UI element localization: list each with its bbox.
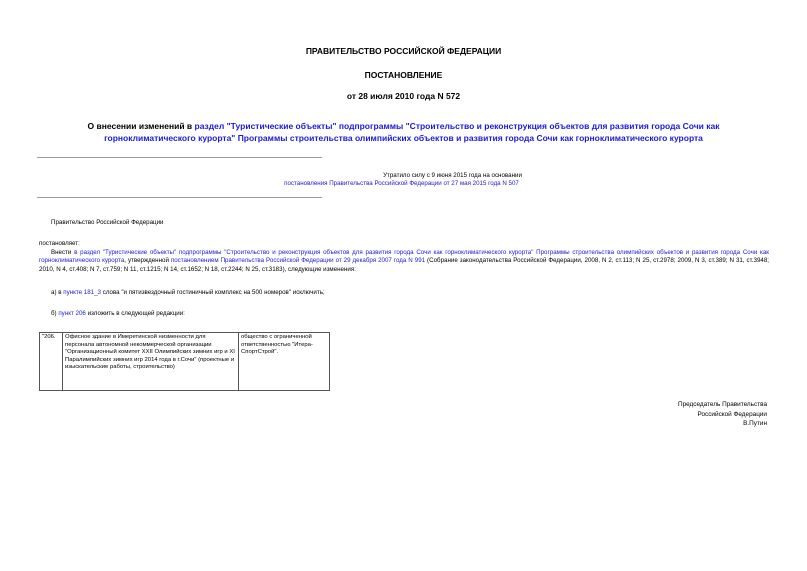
signature-role-line2: Российской Федерации — [697, 410, 767, 418]
divider-bottom — [37, 197, 322, 198]
government-heading: ПРАВИТЕЛЬСТВО РОССИЙСКОЙ ФЕДЕРАЦИИ — [305, 46, 502, 56]
decrees-text: постановляет: — [39, 240, 80, 247]
signature-role-line1: Председатель Правительства — [678, 401, 767, 408]
document-title — [60, 121, 747, 144]
amendment-paragraph — [39, 249, 769, 274]
clause-181-3-link[interactable]: пункте 181_3 — [63, 289, 102, 296]
row-number-cell: "206. — [40, 333, 63, 391]
table-row — [40, 333, 330, 391]
item-b-start: б) — [51, 310, 59, 317]
paragraph-start: Внести — [51, 249, 75, 256]
document-type-heading: ПОСТАНОВЛЕНИЕ — [364, 70, 443, 80]
item-a — [51, 289, 325, 297]
divider-top — [37, 157, 322, 158]
signature-block — [678, 400, 767, 429]
title-section-link[interactable]: раздел "Туристические объекты" подпрограммы "Строительство и реконструкция объектов для развития города Сочи как горноклиматического курорта" Программы строительства олимпийских объектов и развития города Сочи как горноклиматического курорта — [104, 121, 720, 143]
document-date-number: от 28 июля 2010 года N 572 — [346, 91, 461, 101]
item-b-end: изложить в следующей редакции: — [85, 310, 185, 317]
responsible-cell: общество с ограниченной ответственностью "Итера-СпортСтрой". — [239, 333, 330, 391]
item-b — [51, 310, 185, 318]
title-prefix: О внесении изменений в — [87, 121, 195, 131]
item-a-start: а) в — [51, 289, 64, 296]
clause-206-link[interactable]: пункт 206 — [58, 310, 86, 317]
paragraph-end: (Собрание законодательства Российской Федерации, 2008, N 2, ст.113; N 25, ст.2978; 2009, N 3, ст.389; N 31, ст.3948; 2010, N 4, ст.408; N 7, ст.759; N 11, ст.1215; N 14, ст.1652; N 18, ст.2244; N 25, ст.3183), следующие изменения: — [39, 257, 769, 273]
repeal-decree-link[interactable]: постановления Правительства Российской Федерации от 27 мая 2015 года N 507 — [284, 180, 519, 188]
paragraph-mid: , утвержденной — [124, 257, 171, 265]
program-section-link[interactable]: в раздел "Туристические объекты" подпрограммы "Строительство и реконструкция объектов для развития города Сочи как горноклиматического курорта" Программы строительства олимпийских объектов и развития города Сочи как горноклиматического курорта — [39, 249, 769, 265]
issuer-text: Правительство Российской Федерации — [51, 219, 164, 226]
status-line: Утратило силу с 9 июня 2015 года на основании — [383, 172, 522, 179]
amendment-table — [39, 332, 330, 391]
signature-name: В.Путин — [743, 420, 767, 428]
status-note — [0, 172, 807, 188]
item-a-end: слова "и пятизвездочный гостиничный комплекс на 500 номеров" исключить; — [101, 289, 325, 296]
resolution-991-link[interactable]: постановлением Правительства Российской Федерации от 29 декабря 2007 года N 991 — [170, 257, 426, 265]
object-cell: Офисное здание в Имеретинской низменности для персонала автономной некоммерческой организации "Организационный комитет XXII Олимпийских зимних игр и XI Паралимпийских зимних игр 2014 года в г.Сочи" (проектные и изыскательские работы, строительство) — [63, 333, 239, 391]
